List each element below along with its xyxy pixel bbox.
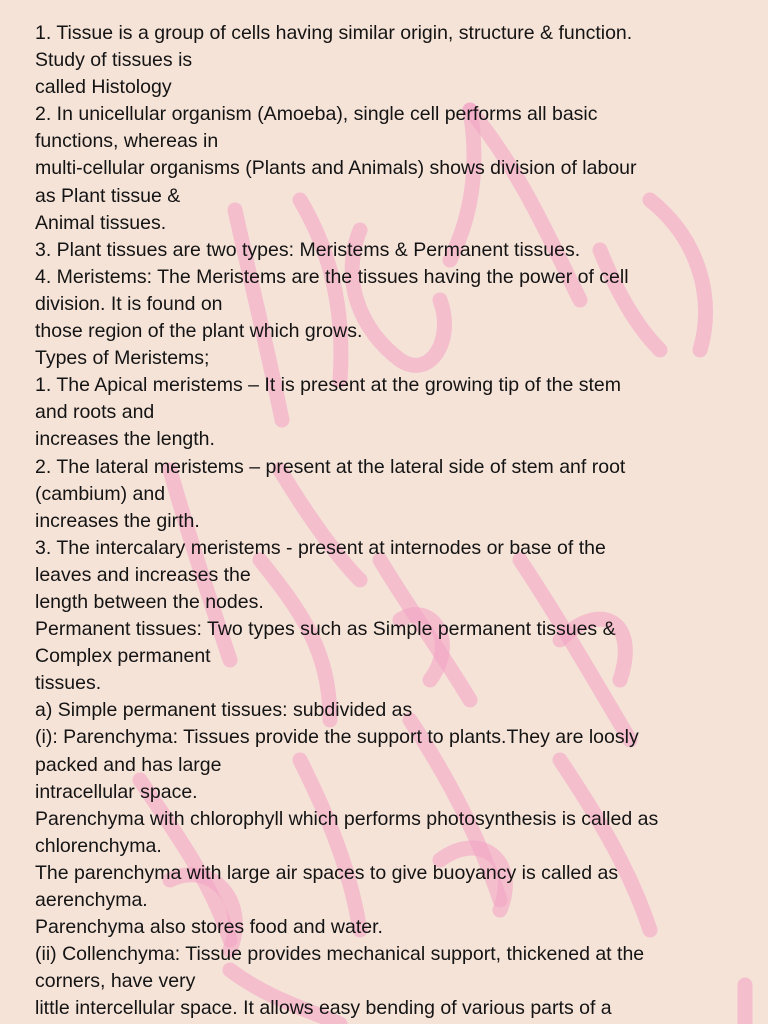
document-text bbox=[35, 20, 755, 1022]
text-line: 1. Tissue is a group of cells having similar origin, structure & function. bbox=[35, 22, 633, 44]
text-line: 2. In unicellular organism (Amoeba), single cell performs all basic bbox=[35, 103, 598, 126]
text-line: functions, whereas in bbox=[35, 130, 219, 153]
text-line: The parenchyma with large air spaces to give buoyancy is called as bbox=[35, 861, 619, 884]
text-line: a) Simple permanent tissues: subdivided as bbox=[35, 699, 413, 722]
text-line: length between the nodes. bbox=[35, 590, 264, 613]
text-line: aerenchyma. bbox=[35, 889, 148, 911]
text-line: Types of Meristems; bbox=[35, 347, 210, 370]
text-line: 1. The Apical meristems – It is present at the growing tip of the stem bbox=[35, 374, 621, 397]
text-line: those region of the plant which grows. bbox=[35, 320, 363, 343]
text-line: called Histology bbox=[35, 76, 172, 99]
text-line: 3. The intercalary meristems - present at internodes or base of the bbox=[35, 536, 606, 559]
text-line: (cambium) and bbox=[35, 482, 166, 505]
text-line: tissues. bbox=[35, 672, 102, 695]
text-line: and roots and bbox=[35, 401, 155, 424]
text-line: Animal tissues. bbox=[35, 211, 167, 234]
text-line: Permanent tissues: Two types such as Simple permanent tissues & bbox=[35, 618, 616, 641]
text-line: packed and has large bbox=[35, 753, 222, 776]
text-line: corners, have very bbox=[35, 970, 196, 993]
text-line: increases the length. bbox=[35, 428, 215, 451]
text-line: as Plant tissue & bbox=[35, 184, 181, 207]
text-line: Study of tissues is bbox=[35, 49, 193, 72]
text-line: (i): Parenchyma: Tissues provide the support to plants.They are loosly bbox=[35, 726, 639, 749]
text-line: chlorenchyma. bbox=[35, 834, 162, 857]
text-line: intracellular space. bbox=[35, 780, 198, 803]
text-line: multi-cellular organisms (Plants and Animals) shows division of labour bbox=[35, 157, 637, 180]
text-line: increases the girth. bbox=[35, 509, 200, 532]
text-line: (ii) Collenchyma: Tissue provides mechanical support, thickened at the bbox=[35, 943, 645, 966]
text-line: 4. Meristems: The Meristems are the tissues having the power of cell bbox=[35, 265, 629, 288]
text-line: 3. Plant tissues are two types: Meristems & Permanent tissues. bbox=[35, 238, 581, 261]
text-line: 2. The lateral meristems – present at the lateral side of stem anf root bbox=[35, 455, 626, 478]
text-line: Parenchyma with chlorophyll which performs photosynthesis is called as bbox=[35, 807, 659, 830]
text-line: Complex permanent bbox=[35, 645, 211, 668]
text-line: division. It is found on bbox=[35, 292, 223, 315]
text-line: little intercellular space. It allows easy bending of various parts of a bbox=[35, 997, 612, 1020]
text-line: leaves and increases the bbox=[35, 563, 251, 586]
text-line: Parenchyma also stores food and water. bbox=[35, 916, 383, 939]
